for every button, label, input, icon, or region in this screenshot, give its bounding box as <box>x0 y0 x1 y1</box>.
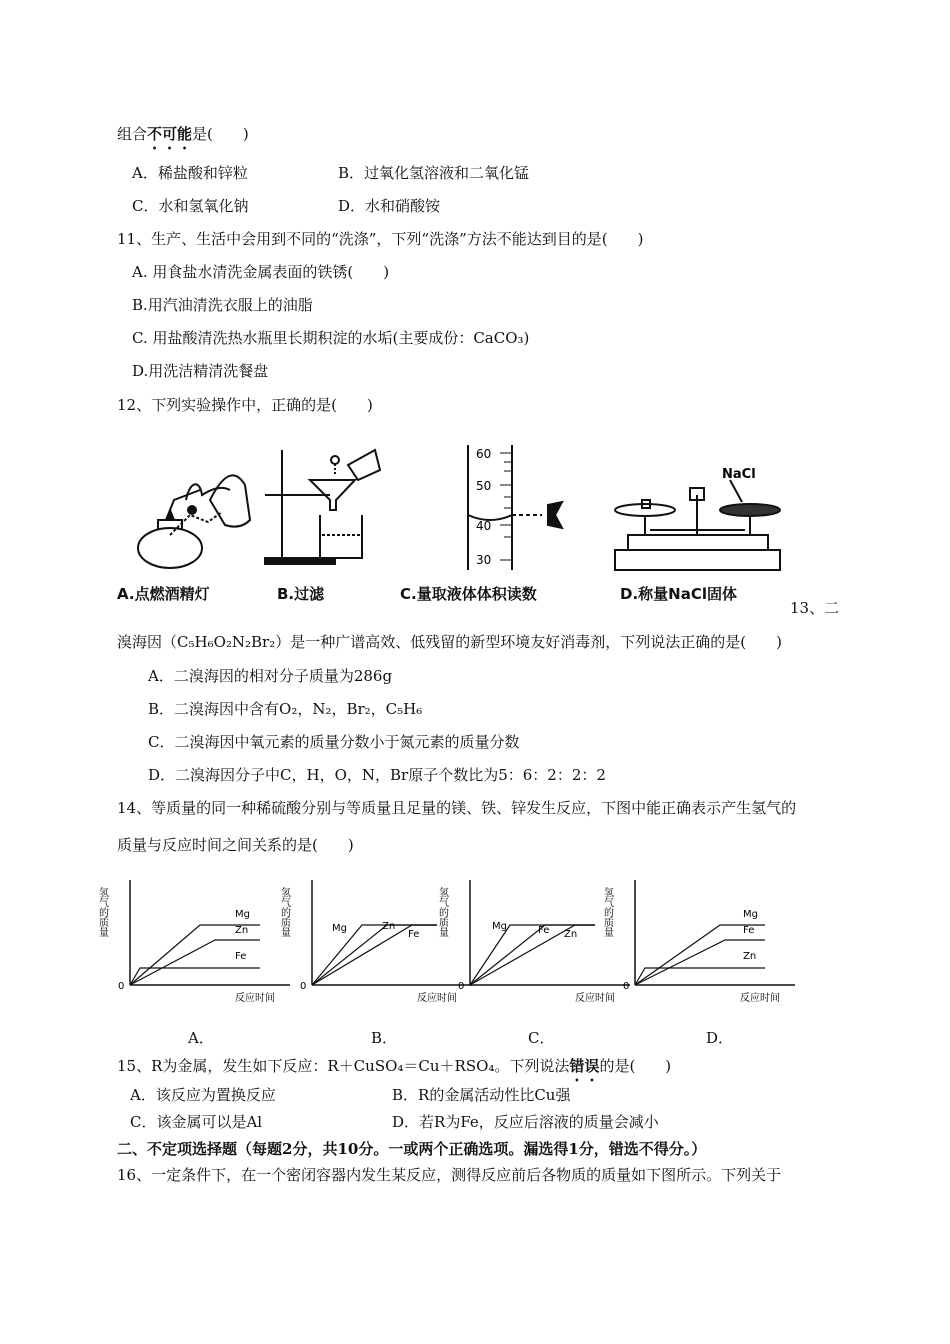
origin-label: 0 <box>300 981 307 992</box>
q15-option-a: A．该反应为置换反应 <box>130 1086 276 1104</box>
series-label: Fe <box>743 925 755 936</box>
cylinder-tick-50: 50 <box>476 479 492 493</box>
balance-scale-icon <box>615 480 780 570</box>
q12-label-a: A.点燃酒精灯 <box>117 585 210 603</box>
q13-option-c: C．二溴海因中氧元素的质量分数小于氮元素的质量分数 <box>148 733 520 751</box>
q14-label-c: C． <box>528 1029 555 1047</box>
q15-option-c: C．该金属可以是Al <box>130 1113 263 1131</box>
nacl-label: NaCl <box>722 467 756 482</box>
q13-option-a: A．二溴海因的相对分子质量为286g <box>148 667 393 685</box>
cylinder-tick-60: 60 <box>476 447 492 461</box>
q14-label-b: B． <box>371 1029 398 1047</box>
cylinder-tick-30: 30 <box>476 553 492 567</box>
q10-stem: 组合不可能是( ) <box>117 125 249 143</box>
q14-label-a: A． <box>188 1029 214 1047</box>
emphasis-text: 不可能 <box>147 125 193 143</box>
cylinder-tick-40: 40 <box>476 519 492 533</box>
series-label: Zn <box>564 929 578 940</box>
y-axis-label: 氢气的质量 <box>601 887 613 937</box>
emphasis-text: 错误 <box>569 1057 600 1075</box>
filtration-icon <box>265 450 380 564</box>
q15-option-d: D．若R为Fe，反应后溶液的质量会减小 <box>392 1113 659 1131</box>
series-label: Mg <box>332 923 347 934</box>
q11-option-a: A. 用食盐水清洗金属表面的铁锈( ) <box>132 263 390 281</box>
y-axis-label: 氢气的质量 <box>96 887 108 937</box>
series-label: Fe <box>538 925 550 936</box>
section2-heading: 二、不定项选择题（每题2分，共10分。一或两个正确选项。漏选得1分，错选不得分。） <box>117 1140 707 1158</box>
x-axis-label: 反应时间 <box>740 993 780 1004</box>
y-axis-label: 氢气的质量 <box>436 887 448 937</box>
q10-option-b: B．过氧化氢溶液和二氧化锰 <box>338 164 530 182</box>
q11-stem: 11、生产、生活中会用到不同的“洗涤”，下列“洗涤”方法不能达到目的是( ) <box>117 230 644 248</box>
q11-option-b: B.用汽油清洗衣服上的油脂 <box>132 296 313 314</box>
q12-label-d: D.称量NaCl固体 <box>620 585 737 603</box>
origin-label: 0 <box>623 981 630 992</box>
series-label: Mg <box>235 909 250 920</box>
q15-option-b: B．R的金属活动性比Cu强 <box>392 1086 571 1104</box>
q13-stem: 溴海因（C₅H₆O₂N₂Br₂）是一种广谱高效、低残留的新型环境友好消毒剂，下列说法正确的是( ) <box>117 633 782 651</box>
q11-option-c: C. 用盐酸清洗热水瓶里长期积淀的水垢(主要成份：CaCO₃) <box>132 329 530 347</box>
q13-option-b: B．二溴海因中含有O₂，N₂，Br₂，C₅H₆ <box>148 700 423 718</box>
q15-stem: 15、R为金属，发生如下反应：R＋CuSO₄＝Cu＋RSO₄。下列说法错误的是( ) <box>117 1057 672 1075</box>
q11-option-d: D.用洗洁精清洗餐盘 <box>132 362 269 380</box>
q13-number: 13、二 <box>790 599 840 617</box>
q10-option-a: A．稀盐酸和锌粒 <box>132 164 248 182</box>
q13-option-d: D．二溴海因分子中C，H，O，N，Br原子个数比为5：6：2：2：2 <box>148 766 606 784</box>
y-axis-label: 氢气的质量 <box>278 887 290 937</box>
origin-label: 0 <box>458 981 465 992</box>
series-label: Zn <box>235 925 249 936</box>
q14-label-d: D． <box>706 1029 734 1047</box>
series-label: Fe <box>408 929 420 940</box>
q12-label-b: B.过滤 <box>277 585 325 603</box>
q10-option-c: C．水和氢氧化钠 <box>132 197 249 215</box>
series-line <box>130 968 260 985</box>
series-line <box>635 940 765 985</box>
series-label: Mg <box>492 921 507 932</box>
graduated-cylinder-icon <box>468 445 562 570</box>
q12-label-c: C.量取液体体积读数 <box>400 585 537 603</box>
q14-stem-line2: 质量与反应时间之间关系的是( ) <box>117 836 354 854</box>
x-axis-label: 反应时间 <box>235 993 275 1004</box>
x-axis-label: 反应时间 <box>575 993 615 1004</box>
q12-stem: 12、下列实验操作中，正确的是( ) <box>117 396 373 414</box>
q10-option-d: D．水和硝酸铵 <box>338 197 441 215</box>
q14-graphs <box>96 875 800 1005</box>
q12-apparatus-figure <box>130 440 810 580</box>
cylinder-tick-marks <box>500 453 512 560</box>
alcohol-lamp-icon <box>138 475 250 568</box>
origin-label: 0 <box>118 981 125 992</box>
q14-stem-line1: 14、等质量的同一种稀硫酸分别与等质量且足量的镁、铁、锌发生反应，下图中能正确表示产生氢气的 <box>117 799 797 817</box>
series-label: Mg <box>743 909 758 920</box>
series-line <box>130 940 260 985</box>
x-axis-label: 反应时间 <box>417 993 457 1004</box>
q16-stem: 16、一定条件下，在一个密闭容器内发生某反应，测得反应前后各物质的质量如下图所示。下列关于 <box>117 1166 782 1184</box>
series-label: Fe <box>235 951 247 962</box>
series-label: Zn <box>743 951 757 962</box>
series-label: Zn <box>382 921 396 932</box>
